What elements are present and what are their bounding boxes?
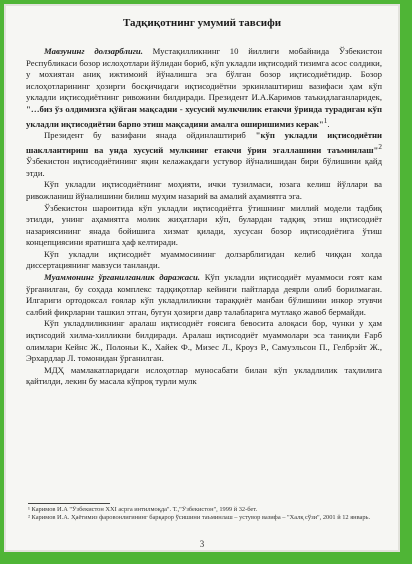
- paragraph-boldEnd: "…биз ўз олдимизга қўйган мақсадни - хусусий мулкчилик етакчи ўринда турадиган кўп укладли иқтисодиётни барпо этиш мақсадини амалга оширишимиз керак": [26, 103, 382, 129]
- paragraph-text: Мустақилликнинг 10 йиллиги мобайнида Ўзбекистон Республикаси бозор ислоҳотлари йўлидан бориб, кўп укладли иқтисодий тизимга асос солдики, у мохиятан аниқ ижтимоий йўналишга эга бўлган бозор иқтисодиётидир. Бозор ислоҳотларининг ҳозирги босқичидаги иқтисодиётни эркинлаштириш вазифаси ҳам кўп укладли иқтисодиётнинг ривожини билдиради. Президент И.А.Каримов таъкидлаганларидек,: [26, 46, 382, 103]
- paragraph: [26, 318, 382, 364]
- paragraph-text: Кўп укладли иқтисодиётнинг моҳияти, ички тузилмаси, юзага келиш йўллари ва ривожланиш йўналишини билиш муҳим назарий ва амалий аҳамиятга эга.: [26, 179, 382, 201]
- paragraph: [26, 130, 382, 179]
- paragraph: [26, 46, 382, 130]
- page-number: 3: [199, 539, 205, 549]
- paragraph: [26, 272, 382, 318]
- footnote: ¹ Каримов И.А "Ўзбекистон ХХI асрга интилмоқда". Т.,"Ўзбекистон", 1999 й 32-бет.: [28, 506, 258, 513]
- paragraph-bold: "кўп укладли иқтисодиётни шакллантириш ва унда хусусий мулкнинг етакчи ўрин эгаллашини таъминлаш": [26, 130, 382, 155]
- paragraph-sup: 1: [323, 116, 328, 125]
- paragraph-pre: Президент бу вазифани янада ойдинлаштириб: [44, 130, 256, 141]
- paragraph-text: Кўп укладли иқтисодиёт муаммоси ғоят кам ўрганилган, бу соҳада комплекс тадқиқотлар кейинги пайтларда деярли олиб борилмаган. Илгариги ортодоксал ғоялар кўп укладлиликни тараққиёт манбаи бўлишини инкор этувчи салбий фикрларни ташкил этган, бугун ҳозирги давр талабларига мутлақо жавоб бермайди.: [26, 272, 382, 317]
- paragraph-text: МДҲ мамлакатларидаги ислоҳотлар муносабати билан кўп укладлилик таҳлилига қайтилди, лекин бу масала кўпроқ турли мулк: [26, 364, 382, 387]
- footnotes: [28, 506, 380, 521]
- paragraph-text: Кўп укладли иқтисодиёт муаммосининг долзарблигидан келиб чиққан холда диссертациянинг мавзуси танланди.: [26, 248, 382, 271]
- paragraph: [26, 203, 382, 249]
- paragraph-text: Ўзбекистон шароитида кўп укладли иқтисодиётга ўтишнинг миллий модели тадбиқ этилди, унинг аҳамиятга молик жиҳатлари кўп, булардан тадқиқ этиш иқтисодиёт назариясининг янада бойишига хизмат қилади, хусусан бозор иқтисодиётига ўтиш концепциясини яратишга ҳаф келтиради.: [26, 202, 382, 248]
- paragraph: [26, 179, 382, 202]
- paragraph-text: Кўп укладлиликнинг аралаш иқтисодиёт ғоясига бевосита алоқаси бор, чунки у ҳам иқтисодий хилма-хилликни билдиради. Аралаш иқтисодиёт муаммолари эса таниқли Ғарб олимлари Кейнс Ж., Полоньи К., Хайек Ф., Мизес Л., Кроуз Р., Самуэльсон П., Гелбрэйт Ж., Эрхардлар Л. томонидан ўрганилган.: [26, 318, 382, 364]
- paragraph-tail: .: [327, 118, 330, 129]
- document-body: [26, 46, 382, 388]
- paragraph-sup: 2: [378, 142, 382, 151]
- paragraph-lead: Мавзунинг долзарблиги.: [44, 46, 143, 56]
- paragraph-lead: Муаммонинг ўрганилганлик даражаси.: [44, 272, 200, 283]
- document-page: [4, 4, 400, 552]
- page-title: Тадқиқотнинг умумий тавсифи: [122, 17, 282, 29]
- paragraph: [26, 365, 382, 388]
- footnote-divider: [28, 503, 110, 504]
- footnote: ² Каримов И.А. Ҳаётимиз фаровонлигининг барқарор ўсишини таъминлаш – устувор вазифа – "Халқ сўзи", 2001 й 12 январь.: [28, 513, 371, 521]
- paragraph-tail: Ўзбекистон иқтисодиётининг яқин келажакдаги устувор йўналишидан бири бўлишини қайд этди.: [26, 156, 382, 178]
- paragraph: [26, 249, 382, 272]
